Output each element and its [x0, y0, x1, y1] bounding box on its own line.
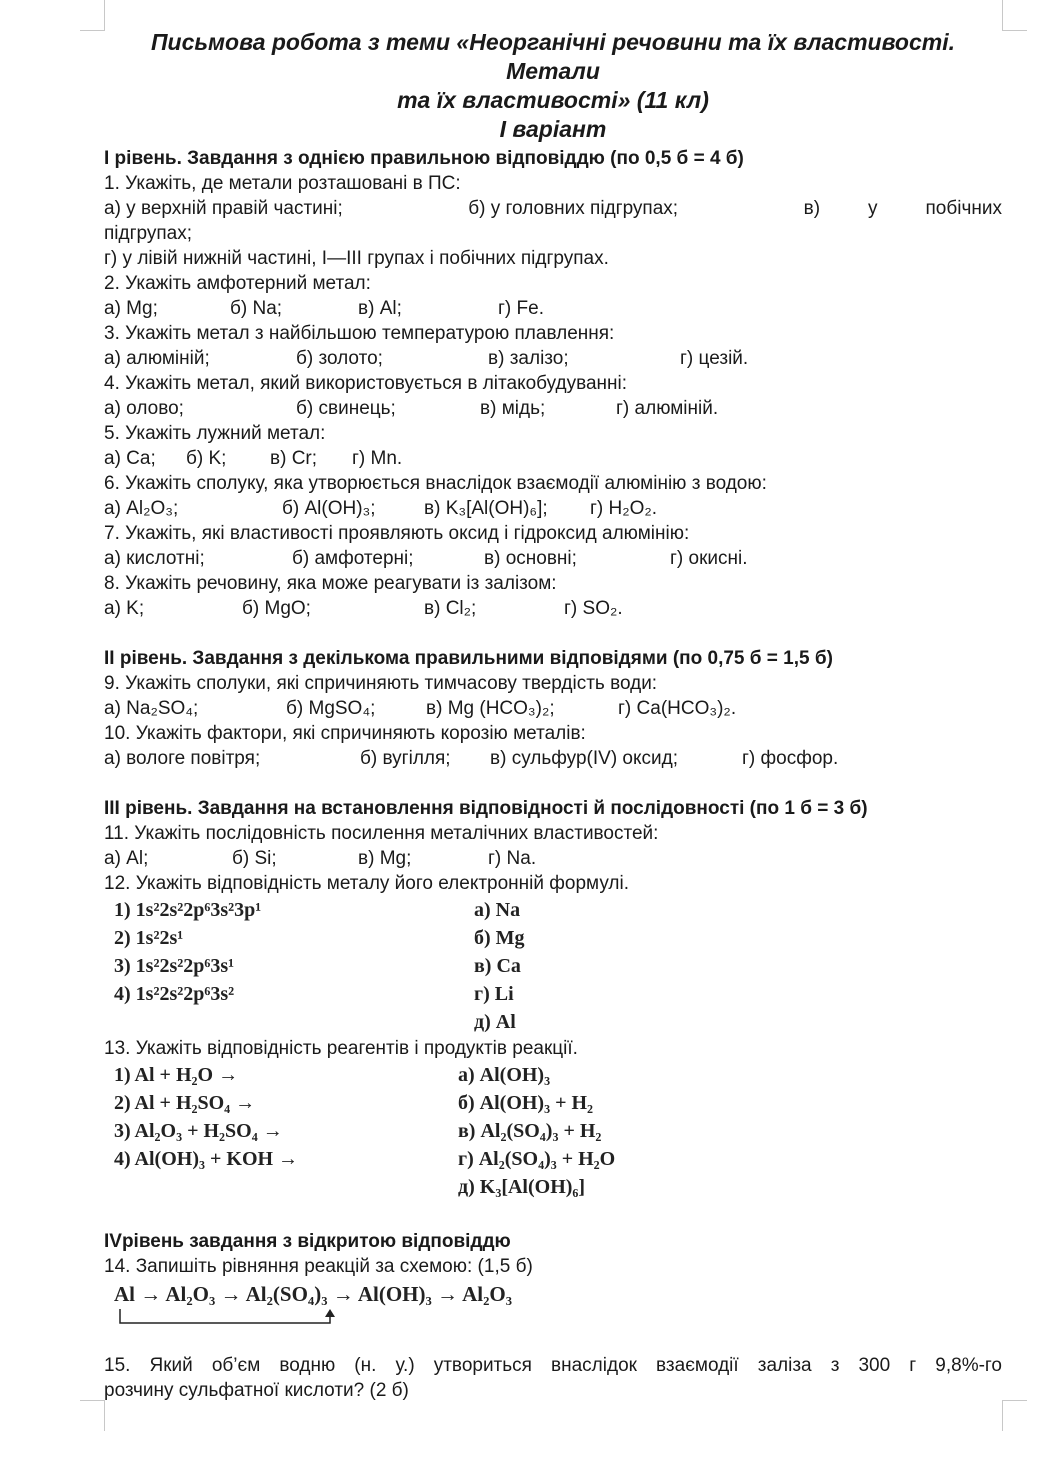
question-text: 6. Укажіть сполуку, яка утворюється внаслідок взаємодії алюмінію з водою:	[104, 473, 767, 494]
option-d: г) Ca(HCO₃)₂.	[618, 698, 737, 719]
question-7	[104, 521, 1002, 571]
option-d: г) фосфор.	[742, 748, 839, 769]
question-8	[104, 571, 1002, 621]
crop-mark-bottom-left	[80, 1400, 105, 1431]
option-c: в) сульфур(IV) оксид;	[490, 748, 678, 769]
product-item: д) K₃[Al(OH)₆]	[458, 1176, 586, 1198]
question-11	[104, 821, 1002, 871]
option-d: г) Fe.	[498, 298, 544, 319]
level-2-heading: ІІ рівень. Завдання з декількома правильними відповідями (по 0,75 б = 1,5 б)	[104, 648, 833, 669]
option-c-continuation: підгрупах;	[104, 223, 193, 244]
question-9	[104, 671, 1002, 721]
answer-item: д) Al	[474, 1011, 516, 1033]
question-12	[104, 871, 1002, 1036]
question-text: 12. Укажіть відповідність металу його електронній формулі.	[104, 873, 629, 894]
option-c: в) Cr;	[270, 448, 318, 469]
answer-row	[104, 846, 1002, 871]
level-3-heading: ІІІ рівень. Завдання на встановлення відповідності й послідовності (по 1 б = 3 б)	[104, 798, 868, 819]
option-a: а) Al₂O₃;	[104, 498, 179, 519]
option-a: а) Na₂SO₄;	[104, 698, 199, 719]
question-10	[104, 721, 1002, 771]
answer-item: г) Li	[474, 983, 514, 1005]
option-b: б) золото;	[296, 348, 383, 369]
option-c-letter: в)	[803, 198, 821, 219]
answer-item: в) Ca	[474, 955, 521, 977]
answer-item: а) Na	[474, 899, 521, 921]
reaction-item: 2) Al + H₂SO₄ →	[114, 1092, 256, 1114]
option-c: в) основні;	[484, 548, 577, 569]
product-item: в) Al₂(SO₄)₃ + H₂	[458, 1120, 602, 1142]
product-item: а) Al(OH)₃	[458, 1064, 551, 1086]
question-2	[104, 271, 1002, 321]
option-a: а) вологе повітря;	[104, 748, 261, 769]
formula-item: 3) 1s²2s²2p⁶3s¹	[114, 955, 235, 977]
crop-mark-top-right	[1002, 0, 1027, 31]
scheme-return-arrow	[114, 1309, 344, 1331]
option-b: б) вугілля;	[360, 748, 451, 769]
answer-row	[104, 546, 1002, 571]
question-text: 11. Укажіть послідовність посилення металічних властивостей:	[104, 823, 659, 844]
matching-table	[104, 1061, 1002, 1201]
option-b: б) Si;	[232, 848, 277, 869]
answer-row	[104, 396, 1002, 421]
question-text-line-1: 15. Який об’єм водню (н. у.) утвориться внаслідок взаємодії заліза з 300 г 9,8%-го	[104, 1355, 1002, 1376]
answer-row	[104, 496, 1002, 521]
option-d: г) Na.	[488, 848, 537, 869]
option-c: в) Cl₂;	[424, 598, 477, 619]
reaction-scheme: Al → Al₂O₃ → Al₂(SO₄)₃ → Al(OH)₃ → Al₂O₃	[114, 1282, 513, 1306]
question-text: 8. Укажіть речовину, яка може реагувати із залізом:	[104, 573, 557, 594]
worksheet-page	[104, 28, 1002, 1403]
option-c-word: у	[868, 198, 878, 219]
option-c: в) Mg (HCO₃)₂;	[426, 698, 555, 719]
option-a: а) Ca;	[104, 448, 156, 469]
option-b: б) MgSO₄;	[286, 698, 376, 719]
option-b: б) K;	[186, 448, 227, 469]
reaction-item: 3) Al₂O₃ + H₂SO₄ →	[114, 1120, 283, 1142]
option-d: г) Mn.	[352, 448, 403, 469]
option-d: г) H₂O₂.	[590, 498, 658, 519]
crop-mark-top-left	[80, 0, 105, 31]
answer-row	[104, 446, 1002, 471]
question-13	[104, 1036, 1002, 1201]
answer-row	[104, 746, 1002, 771]
option-a: а) Al;	[104, 848, 149, 869]
option-c: в) Al;	[358, 298, 402, 319]
answer-item: б) Mg	[474, 927, 525, 949]
question-15	[104, 1353, 1002, 1403]
option-c: в) мідь;	[480, 398, 546, 419]
option-c: в) Mg;	[358, 848, 412, 869]
option-a: а) олово;	[104, 398, 184, 419]
question-text: 1. Укажіть, де метали розташовані в ПС:	[104, 173, 461, 194]
question-text: 9. Укажіть сполуки, які спричиняють тимчасову твердість води:	[104, 673, 658, 694]
option-b: б) Al(OH)₃;	[282, 498, 376, 519]
matching-table	[104, 896, 1002, 1036]
question-14	[104, 1254, 1002, 1331]
level-4-heading: IVрівень завдання з відкритою відповіддю	[104, 1231, 511, 1252]
crop-mark-bottom-right	[1002, 1400, 1027, 1431]
answer-row	[104, 596, 1002, 621]
option-d: г) SO₂.	[564, 598, 623, 619]
question-text: 10. Укажіть фактори, які спричиняють корозію металів:	[104, 723, 586, 744]
question-text: 13. Укажіть відповідність реагентів і продуктів реакції.	[104, 1038, 578, 1059]
question-text: 4. Укажіть метал, який використовується в літакобудуванні:	[104, 373, 628, 394]
option-a: а) алюміній;	[104, 348, 210, 369]
option-a: а) Mg;	[104, 298, 158, 319]
question-text: 5. Укажіть лужний метал:	[104, 423, 326, 444]
reaction-item: 1) Al + H₂O →	[114, 1064, 239, 1086]
question-text: 7. Укажіть, які властивості проявляють оксид і гідроксид алюмінію:	[104, 523, 690, 544]
formula-item: 2) 1s²2s¹	[114, 927, 184, 949]
option-d: г) у лівій нижній частині, І—ІІІ групах і побічних підгрупах.	[104, 248, 609, 269]
option-b: б) MgO;	[242, 598, 311, 619]
question-text: 2. Укажіть амфотерний метал:	[104, 273, 371, 294]
option-b: б) амфотерні;	[292, 548, 414, 569]
option-a: а) K;	[104, 598, 145, 619]
question-text-line-2: розчину сульфатної кислоти? (2 б)	[104, 1380, 409, 1401]
level-1-heading: І рівень. Завдання з однією правильною відповіддю (по 0,5 б = 4 б)	[104, 148, 744, 169]
answer-row	[104, 296, 1002, 321]
answer-row	[104, 346, 1002, 371]
variant-label: І варіант	[499, 116, 607, 142]
product-item: г) Al₂(SO₄)₃ + H₂O	[458, 1148, 616, 1170]
option-d: г) цезій.	[680, 348, 749, 369]
reaction-item: 4) Al(OH)₃ + KOH →	[114, 1148, 299, 1170]
question-4	[104, 371, 1002, 421]
answer-row	[104, 696, 1002, 721]
option-b: б) Na;	[230, 298, 283, 319]
option-d: г) окисні.	[670, 548, 748, 569]
answer-row	[104, 196, 1002, 221]
option-b: б) свинець;	[296, 398, 396, 419]
question-6	[104, 471, 1002, 521]
title-line-1: Письмова робота з теми «Неорганічні речовини та їх властивості. Метали	[151, 29, 955, 84]
title-line-2: та їх властивості» (11 кл)	[397, 87, 709, 113]
option-c: в) K₃[Al(OH)₆];	[424, 498, 548, 519]
option-a: а) у верхній правій частині;	[104, 198, 343, 219]
question-3	[104, 321, 1002, 371]
question-text: 14. Запишіть рівняння реакцій за схемою: (1,5 б)	[104, 1256, 533, 1277]
option-b: б) у головних підгрупах;	[468, 198, 679, 219]
question-1	[104, 171, 1002, 271]
option-d: г) алюміній.	[616, 398, 719, 419]
question-text: 3. Укажіть метал з найбільшою температурою плавлення:	[104, 323, 615, 344]
option-a: а) кислотні;	[104, 548, 205, 569]
formula-item: 1) 1s²2s²2p⁶3s²3p¹	[114, 899, 262, 921]
formula-item: 4) 1s²2s²2p⁶3s²	[114, 983, 235, 1005]
option-c-word: побічних	[925, 198, 1002, 219]
option-c: в) залізо;	[488, 348, 569, 369]
product-item: б) Al(OH)₃ + H₂	[458, 1092, 594, 1114]
question-5	[104, 421, 1002, 471]
